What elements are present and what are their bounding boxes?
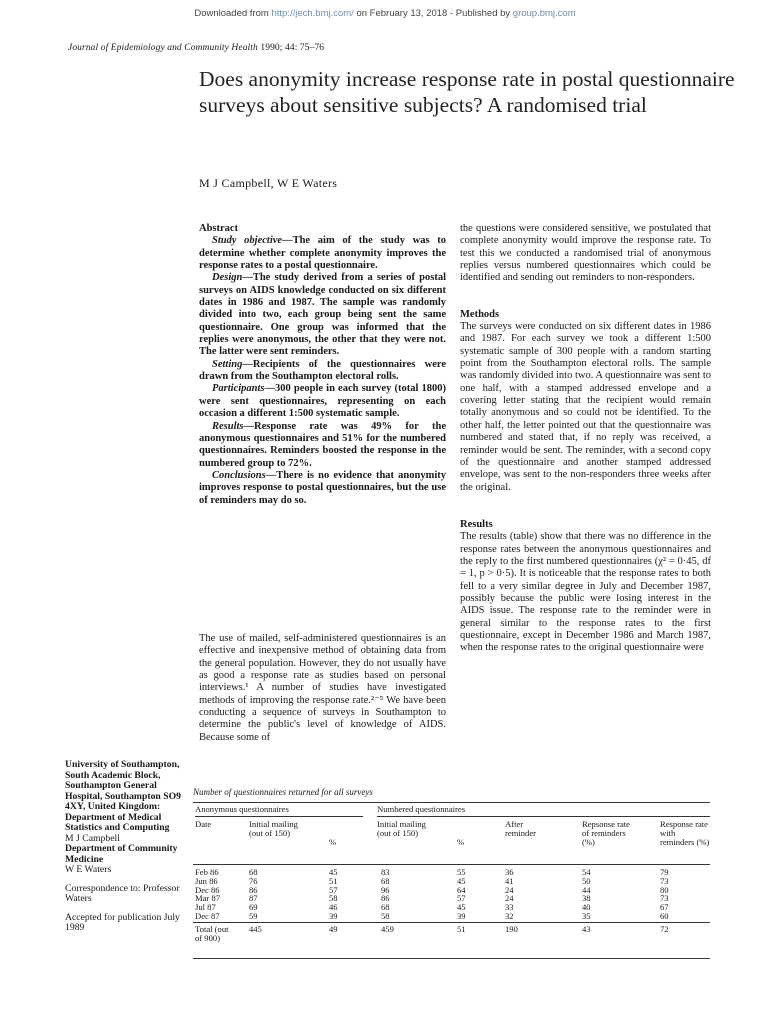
- table-cell-num-pct: 64: [457, 884, 466, 895]
- table-cell-after: 33: [505, 902, 514, 913]
- abstract-label: Setting: [212, 358, 243, 370]
- table-header-rule: [193, 864, 710, 865]
- intro-continuation: the questions were considered sensitive, we postulated that complete anonymity would improve the response rate. To test this we conducted a randomised trial of anonymous replies versus numbered questionnaires which could be identified and sending out reminders to non-responders.: [460, 223, 711, 284]
- table-cell-rate-with: 73: [660, 875, 669, 886]
- university-address: University of Southampton, South Academic Block, Southampton General Hospital, Southampton SO9 4XY, United Kingdom:: [65, 759, 182, 812]
- table-cell-date: Feb 86: [195, 867, 219, 877]
- abstract-label: Design: [212, 272, 243, 284]
- table-cell-anon-pct: 51: [329, 875, 338, 886]
- total-after-reminder: 190: [505, 924, 518, 934]
- total-num-percent: 51: [457, 924, 466, 934]
- table-cell-rate-with: 67: [660, 902, 669, 913]
- abstract-label: Results: [212, 420, 244, 432]
- abstract: [199, 223, 446, 507]
- table-cell-rate-with: 79: [660, 867, 669, 877]
- abstract-heading: Abstract: [199, 223, 239, 234]
- table-cell-rate-rem: 38: [582, 893, 591, 904]
- introduction-text: The use of mailed, self-administered questionnaires is an effective and inexpensive method of obtaining data from the general population. However, they do not usually have as good a response rate as studies based on personal interviews.¹ A number of studies have investigated methods of improving the response rate.²⁻⁵ We have been conducting a sequence of surveys in Southampton to determine the public's level of knowledge of AIDS. Because some of: [199, 633, 446, 743]
- header-after-reminder: After reminder: [505, 819, 537, 838]
- abstract-text: —300 people in each survey (total 1800) were sent questionnaires, representing on each occasion a different 1:500 systematic sample.: [199, 383, 446, 420]
- table-bottom-rule: [193, 958, 710, 959]
- total-label: Total (out of 900): [195, 924, 229, 943]
- table-cell-num-pct: 39: [457, 911, 466, 921]
- publisher-link[interactable]: group.bmj.com: [512, 8, 576, 19]
- group-rule-numbered: [377, 816, 710, 817]
- header-reminder-rate: Repsonse rate of reminders (%): [582, 819, 630, 847]
- download-prefix: Downloaded from: [194, 8, 272, 19]
- table-cell-date: Dec 87: [195, 911, 220, 921]
- table-cell-rate-rem: 40: [582, 902, 591, 913]
- table-cell-anon: 87: [249, 893, 258, 904]
- table-caption: Number of questionnaires returned for all surveys: [193, 787, 373, 797]
- table-cell-anon-pct: 58: [329, 893, 338, 904]
- table-cell-date: Dec 86: [195, 884, 220, 895]
- table-cell-anon-pct: 39: [329, 911, 338, 921]
- journal-name: Journal of Epidemiology and Community Health: [68, 43, 258, 53]
- abstract-text: —The aim of the study was to determine whether complete anonymity improves the response rates to a postal questionnaire.: [199, 235, 447, 272]
- table-cell-anon-pct: 46: [329, 902, 338, 913]
- article-title: Does anonymity increase response rate in postal questionnaire surveys about sensitive subjects? A randomised trial: [199, 67, 735, 117]
- table-cell-date: Jun 86: [195, 875, 218, 886]
- table-cell-num: 96: [381, 884, 390, 895]
- table-cell-rate-with: 60: [660, 911, 669, 921]
- table-cell-num-pct: 45: [457, 875, 466, 886]
- table-total-rule: [193, 922, 710, 923]
- table-cell-after: 32: [505, 911, 514, 921]
- header-anon-initial: Initial mailing (out of 150): [249, 819, 298, 838]
- introduction: [199, 633, 446, 744]
- author-affiliations: [65, 760, 190, 934]
- table-cell-after: 36: [505, 867, 514, 877]
- total-num-initial: 459: [381, 924, 394, 934]
- table-cell-num: 83: [381, 867, 390, 877]
- table-cell-num: 86: [381, 893, 390, 904]
- table-cell-rate-with: 73: [660, 893, 669, 904]
- group-header-anonymous: Anonymous questionnaires: [195, 804, 289, 814]
- correspondence-note: Correspondence to: Professor Waters: [65, 882, 180, 904]
- abstract-text: —There is no evidence that anonymity improves response to postal questionnaires, but the use of reminders may do so.: [199, 469, 446, 506]
- abstract-participants: [199, 383, 446, 420]
- group-header-numbered: Numbered questionnaires: [377, 804, 466, 814]
- table-cell-after: 24: [505, 884, 514, 895]
- abstract-label: Study objective: [212, 235, 283, 247]
- abstract-design: [199, 272, 446, 358]
- journal-volume: 1990; 44: 75–76: [257, 43, 325, 53]
- download-middle: on February 13, 2018 - Published by: [353, 8, 513, 19]
- header-anon-percent: %: [329, 837, 337, 847]
- total-anon-percent: 49: [329, 924, 338, 934]
- header-num-initial: Initial mailing (out of 150): [377, 819, 426, 838]
- header-date: Date: [195, 819, 212, 829]
- table-cell-rate-with: 80: [660, 884, 669, 895]
- department-statistics: Department of Medical Statistics and Computing: [65, 811, 170, 833]
- abstract-results: [199, 421, 446, 470]
- table-cell-anon: 69: [249, 902, 258, 913]
- methods-heading: Methods: [460, 308, 500, 320]
- abstract-label: Participants: [212, 383, 265, 395]
- table-cell-anon: 76: [249, 875, 258, 886]
- header-num-percent: %: [457, 837, 465, 847]
- results-table: [193, 802, 710, 960]
- group-rule-anonymous: [195, 816, 363, 817]
- table-cell-num: 68: [381, 902, 390, 913]
- download-source-link[interactable]: http://jech.bmj.com/: [271, 8, 354, 19]
- total-reminder-rate: 43: [582, 924, 591, 934]
- article-authors: M J Campbell, W E Waters: [199, 176, 338, 190]
- abstract-label: Conclusions: [212, 469, 266, 481]
- table-cell-after: 24: [505, 893, 514, 904]
- abstract-objective: [199, 235, 446, 272]
- department-community-medicine: Department of Community Medicine: [65, 843, 178, 865]
- abstract-setting: [199, 359, 446, 384]
- table-cell-rate-rem: 50: [582, 875, 591, 886]
- accepted-note: Accepted for publication July 1989: [65, 911, 180, 933]
- table-cell-num-pct: 45: [457, 902, 466, 913]
- table-cell-anon: 59: [249, 911, 258, 921]
- total-anon-initial: 445: [249, 924, 262, 934]
- table-cell-rate-rem: 54: [582, 867, 591, 877]
- table-cell-after: 41: [505, 875, 514, 886]
- table-cell-num-pct: 57: [457, 893, 466, 904]
- right-column: [460, 223, 711, 655]
- table-cell-anon-pct: 57: [329, 884, 338, 895]
- abstract-text: —The study derived from a series of postal surveys on AIDS knowledge conducted on six different dates in 1986 and 1987. The sample was randomly divided into two, each group being sent the same questionnaire. One group was informed that the replies were anonymous, the other that they were not. The latter were sent reminders.: [199, 272, 446, 358]
- abstract-conclusions: [199, 470, 446, 507]
- table-cell-rate-rem: 44: [582, 884, 591, 895]
- table-cell-num: 68: [381, 875, 390, 886]
- methods-text: The surveys were conducted on six different dates in 1986 and 1987. For each survey we took a different 1:500 systematic sample of 300 people with a random starting point from the Southampton electoral rolls. The sample was randomly divided into two. A questionnaire was sent to one half, with a stamped addressed envelope and a covering letter stating that the recipient would remain totally anonymous and so could not be identified. To the other half, the letter pointed out that the questionnaire was numbered and stated that, if no reply was received, a reminder would be sent. The reminder, with a second copy of the questionnaire and another stamped addressed envelope, was sent to the non-responders three weeks after the original.: [460, 321, 711, 493]
- table-cell-num: 58: [381, 911, 390, 921]
- results-heading: Results: [460, 518, 493, 530]
- author-campbell: M J Campbell: [65, 832, 120, 844]
- abstract-text: —Recipients of the questionnaires were drawn from the Southampton electoral rolls.: [199, 358, 446, 383]
- table-cell-date: Jul 87: [195, 902, 216, 913]
- table-cell-anon: 86: [249, 884, 258, 895]
- journal-citation: [68, 43, 324, 53]
- author-waters: W E Waters: [65, 864, 112, 875]
- table-top-rule: [193, 802, 710, 803]
- abstract-text: —Response rate was 49% for the anonymous questionnaires and 51% for the numbered questionnaires. Reminders boosted the response in the numbered group to 72%.: [199, 420, 446, 469]
- table-cell-date: Mar 87: [195, 893, 221, 904]
- table-cell-anon: 68: [249, 867, 258, 877]
- header-rate-with-reminders: Response rate with reminders (%): [660, 819, 710, 847]
- results-text: The results (table) show that there was no difference in the response rates between the anonymous questionnaires and the reply to the first numbered questionnaires (χ² = 0·45, df = 1, p > 0·5). It is noticeable that the response rates to both fell to a very similar degree in July and December 1987, possibly because the public were losing interest in the AIDS issue. The response rate to the reminder were in general similar to the response rates to the first questionnaire, except in December 1986 and March 1987, when the response rates to the original questionnaire were: [460, 531, 711, 654]
- table-cell-anon-pct: 45: [329, 867, 338, 877]
- total-rate-with-reminders: 72: [660, 924, 669, 934]
- download-notice: [0, 8, 770, 19]
- table-cell-num-pct: 55: [457, 867, 466, 877]
- table-cell-rate-rem: 35: [582, 911, 591, 921]
